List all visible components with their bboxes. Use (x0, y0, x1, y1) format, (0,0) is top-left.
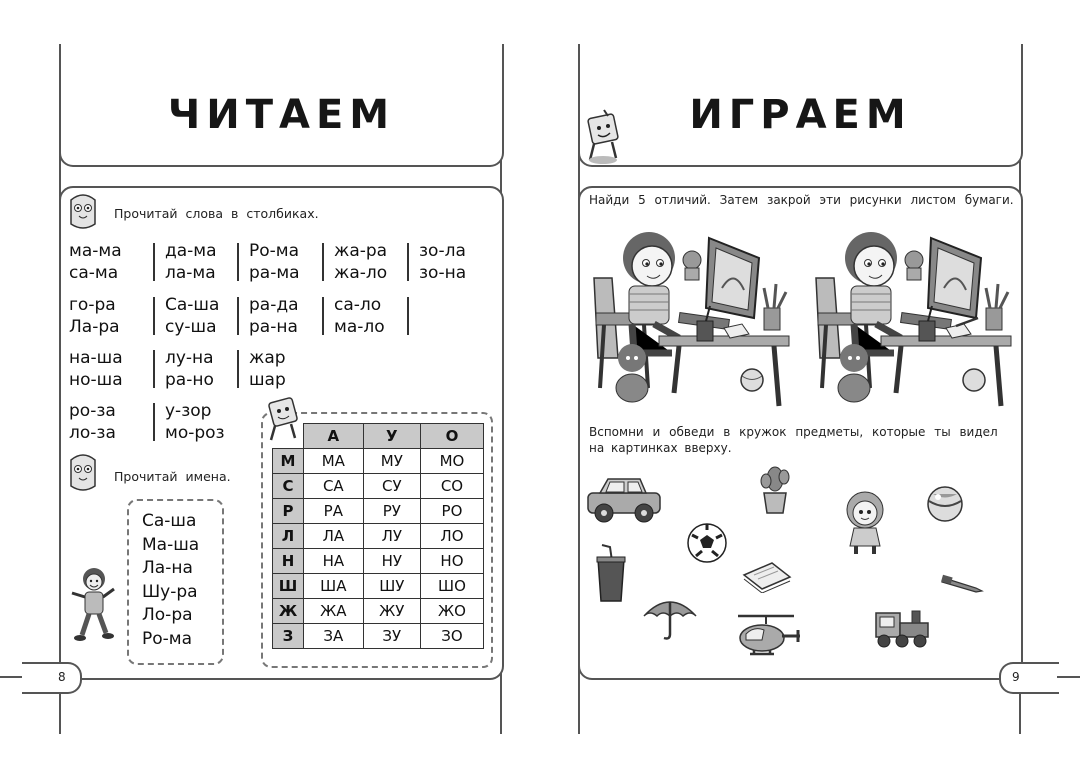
syllable-cell: ЛО (420, 524, 483, 549)
umbrella-icon[interactable] (640, 594, 700, 642)
word-item: ра-но (165, 370, 214, 390)
page-number-left: 8 (58, 670, 66, 684)
page-number-tab-left (22, 662, 82, 694)
consonant-cell: С (273, 474, 304, 499)
word-item: су-ша (165, 317, 217, 337)
word-item: ро-за (69, 401, 116, 421)
syllable-cell: ЖО (420, 599, 483, 624)
name-item: Ла-на (142, 558, 193, 578)
syllable-cell: ЖА (304, 599, 364, 624)
syllable-cell: РУ (363, 499, 420, 524)
syllable-cell: ША (304, 574, 364, 599)
cactus-pot-icon[interactable] (758, 463, 792, 515)
owl-mascot-icon-2 (66, 452, 100, 494)
word-item: жа-ло (334, 263, 388, 283)
word-item: жар (249, 348, 286, 368)
word-item: но-ша (69, 370, 123, 390)
syllable-cell: СУ (363, 474, 420, 499)
word-column (249, 294, 299, 338)
soccer-ball-icon[interactable] (686, 522, 728, 564)
table-row (273, 499, 484, 524)
column-divider (153, 243, 155, 281)
right-tab-line (1057, 676, 1080, 678)
column-divider (153, 297, 155, 335)
syllable-cell: ШО (420, 574, 483, 599)
scene-boy-at-computer-left (584, 218, 794, 413)
syllable-cell: МО (420, 449, 483, 474)
owl-mascot-icon (66, 192, 100, 232)
page-number-right: 9 (1012, 670, 1020, 684)
word-column (69, 240, 122, 284)
word-column (165, 294, 219, 338)
word-column (334, 240, 387, 284)
helicopter-icon[interactable] (732, 610, 804, 664)
page-title-play: ИГРАЕМ (689, 92, 912, 138)
pen-icon[interactable] (940, 572, 986, 594)
name-item: Са-ша (142, 511, 197, 531)
scene-boy-at-computer-right (806, 218, 1016, 413)
consonant-cell: Р (273, 499, 304, 524)
word-item: Ро-ма (249, 241, 300, 261)
word-item: у-зор (165, 401, 212, 421)
word-item: жа-ра (334, 241, 388, 261)
name-item: Ма-ша (142, 534, 200, 555)
syllable-cell: ЗО (420, 624, 483, 649)
consonant-cell: З (273, 624, 304, 649)
column-divider (237, 297, 239, 335)
ball-icon[interactable] (926, 485, 964, 523)
names-list (142, 510, 199, 651)
instruction-remember-items-2: на картинках вверху. (589, 441, 732, 455)
word-item: го-ра (69, 295, 116, 315)
table-row (273, 574, 484, 599)
word-item: ра-ма (249, 263, 300, 283)
word-item: са-ма (69, 263, 119, 283)
consonant-cell: М (273, 449, 304, 474)
table-row (273, 524, 484, 549)
left-tab-line (0, 676, 22, 678)
syllable-cell: НА (304, 549, 364, 574)
syllable-cell: ЖУ (363, 599, 420, 624)
syllable-cell: МА (304, 449, 364, 474)
word-item: Са-ша (165, 295, 220, 315)
word-item: мо-роз (165, 423, 225, 443)
notepad-icon[interactable] (740, 557, 794, 593)
word-item: зо-ла (419, 241, 466, 261)
word-item: са-ло (334, 295, 382, 315)
syllable-table (272, 423, 484, 649)
consonant-cell: Л (273, 524, 304, 549)
syllable-cell: МУ (363, 449, 420, 474)
vowel-header: У (363, 424, 420, 449)
syllable-cell: ШУ (363, 574, 420, 599)
table-row (273, 624, 484, 649)
syllable-cell: НУ (363, 549, 420, 574)
consonant-cell: Ш (273, 574, 304, 599)
syllable-cell: ЛУ (363, 524, 420, 549)
word-item: да-ма (165, 241, 217, 261)
column-divider (322, 243, 324, 281)
syllable-cell: ЗУ (363, 624, 420, 649)
column-divider (407, 297, 409, 335)
pencil-mascot-icon (584, 108, 628, 166)
instruction-find-differences: Найди 5 отличий. Затем закрой эти рисунки листом бумаги. (589, 193, 1014, 207)
instruction-read-names: Прочитай имена. (114, 469, 231, 484)
column-divider (153, 350, 155, 388)
word-column (165, 347, 214, 391)
name-item: Ро-ма (142, 628, 193, 649)
right-header-box (578, 44, 1023, 167)
cup-with-straw-icon[interactable] (592, 543, 632, 603)
word-column (69, 400, 116, 444)
word-item: шар (249, 370, 286, 390)
syllable-cell: СО (420, 474, 483, 499)
table-corner (273, 424, 304, 449)
running-boy-illustration (68, 565, 118, 645)
word-column (69, 347, 123, 391)
page-title-read: ЧИТАЕМ (167, 92, 396, 138)
toy-car-icon[interactable] (584, 475, 666, 525)
word-item: лу-на (165, 348, 214, 368)
vowel-header: А (304, 424, 364, 449)
syllable-cell: СА (304, 474, 364, 499)
page-number-tab-right (999, 662, 1059, 694)
column-divider (237, 350, 239, 388)
column-divider (322, 297, 324, 335)
column-divider (407, 243, 409, 281)
word-item: ма-ма (69, 241, 122, 261)
syllable-cell: ЛА (304, 524, 364, 549)
column-divider (153, 403, 155, 441)
name-item: Шу-ра (142, 581, 198, 602)
word-item: ма-ло (334, 317, 385, 337)
table-row (273, 599, 484, 624)
word-column (419, 240, 466, 284)
syllable-cell: НО (420, 549, 483, 574)
word-column (249, 347, 286, 391)
left-header-box (59, 44, 504, 167)
word-item: на-ша (69, 348, 123, 368)
table-row (273, 449, 484, 474)
word-item: ло-за (69, 423, 116, 443)
table-row (273, 474, 484, 499)
word-column (165, 400, 225, 444)
word-item: ла-ма (165, 263, 216, 283)
column-divider (237, 243, 239, 281)
consonant-cell: Ж (273, 599, 304, 624)
word-item: Ла-ра (69, 317, 120, 337)
syllable-cell: ЗА (304, 624, 364, 649)
word-column (165, 240, 217, 284)
word-item: зо-на (419, 263, 467, 283)
instruction-read-words: Прочитай слова в столбиках. (114, 206, 319, 221)
word-column (334, 294, 385, 338)
syllable-cell: РО (420, 499, 483, 524)
instruction-remember-items-1: Вспомни и обведи в кружок предметы, которые ты видел (589, 425, 998, 439)
name-item: Ло-ра (142, 605, 193, 625)
vowel-header: О (420, 424, 483, 449)
word-column (69, 294, 120, 338)
syllable-cell: РА (304, 499, 364, 524)
toy-train-icon[interactable] (872, 603, 934, 651)
table-row (273, 549, 484, 574)
word-item: ра-да (249, 295, 299, 315)
word-column (249, 240, 300, 284)
word-item: ра-на (249, 317, 298, 337)
doll-icon[interactable] (842, 490, 888, 556)
consonant-cell: Н (273, 549, 304, 574)
